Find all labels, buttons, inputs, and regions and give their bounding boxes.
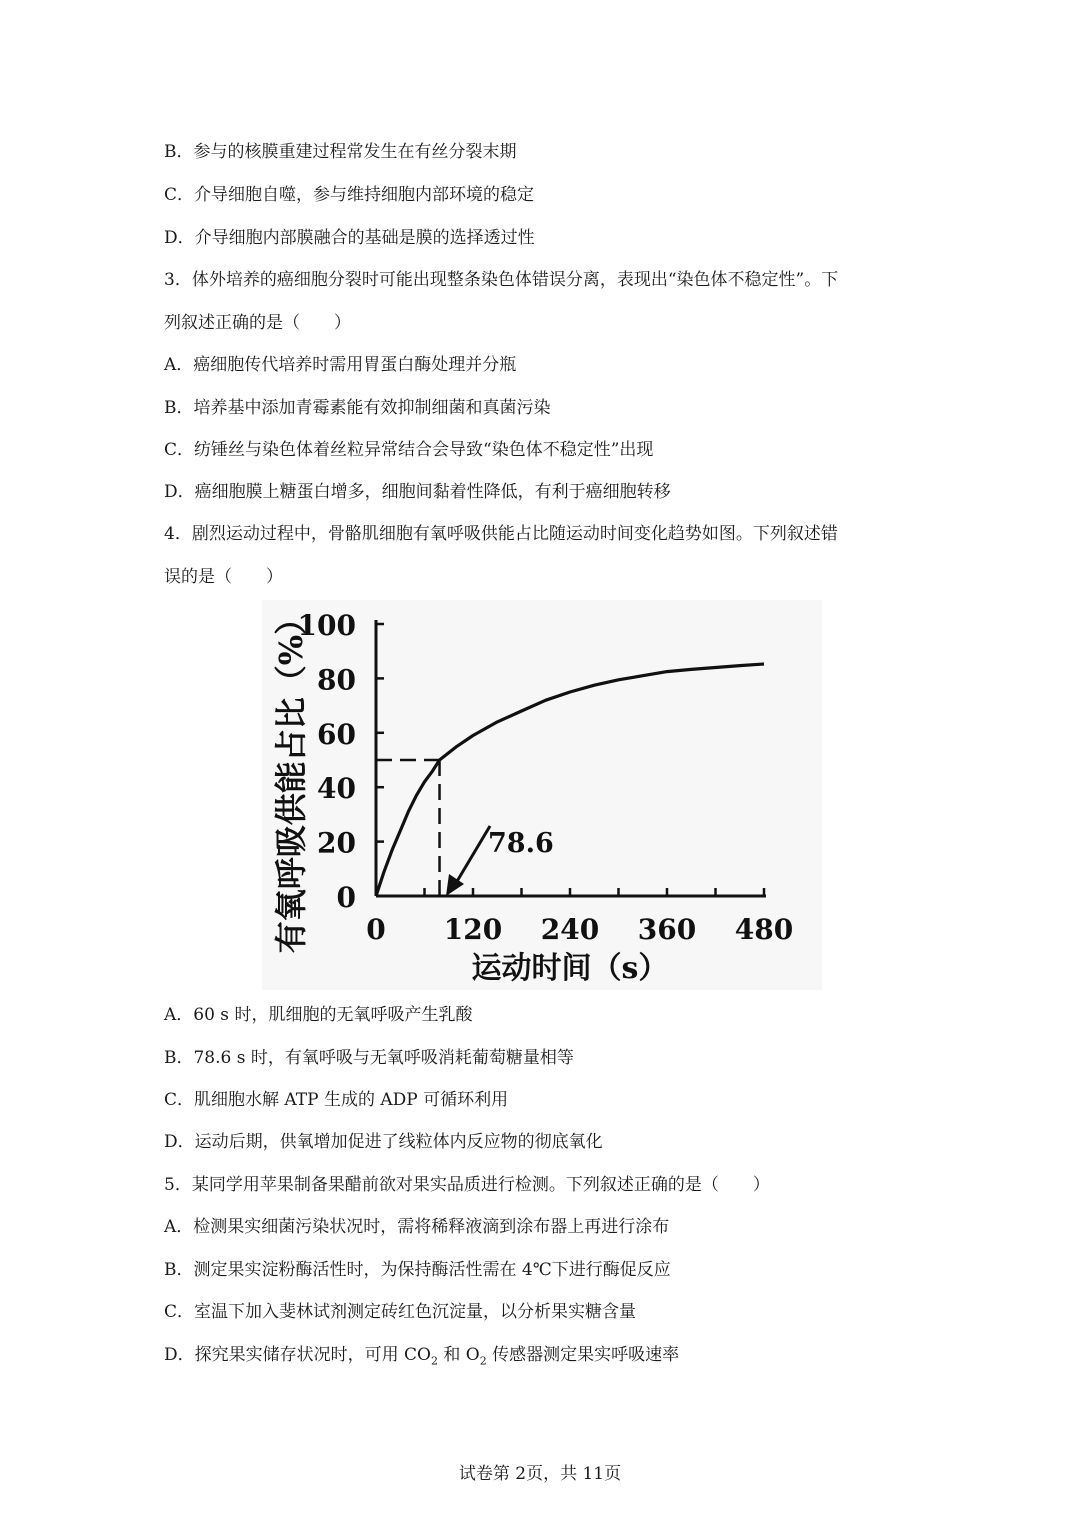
x-tick-label: 360 bbox=[637, 913, 697, 946]
text-line: C．肌细胞水解 ATP 生成的 ADP 可循环利用 bbox=[164, 1090, 509, 1110]
y-tick-label: 20 bbox=[317, 826, 356, 860]
y-tick-label: 40 bbox=[317, 772, 356, 806]
text-line: 5．某同学用苹果制备果醋前欲对果实品质进行检测。下列叙述正确的是（ ） bbox=[164, 1175, 770, 1195]
y-axis-label: 有氧呼吸供能占比（%） bbox=[272, 602, 310, 954]
text-line: 误的是（ ） bbox=[164, 567, 283, 587]
x-axis-label: 运动时间（s） bbox=[471, 951, 669, 986]
y-tick-label: 60 bbox=[317, 717, 356, 751]
text-line: 4．剧烈运动过程中，骨骼肌细胞有氧呼吸供能占比随运动时间变化趋势如图。下列叙述错 bbox=[164, 524, 838, 544]
text-line: 3．体外培养的癌细胞分裂时可能出现整条染色体错误分离，表现出“染色体不稳定性”。下 bbox=[164, 270, 839, 290]
text-line: D．癌细胞膜上糖蛋白增多，细胞间黏着性降低，有利于癌细胞转移 bbox=[164, 482, 671, 502]
text-line: A．60 s 时，肌细胞的无氧呼吸产生乳酸 bbox=[164, 1005, 473, 1025]
text-line: B．参与的核膜重建过程常发生在有丝分裂末期 bbox=[164, 142, 517, 162]
option-5c: C．室温下加入斐林试剂测定砖红色沉淀量，以分析果实糖含量 bbox=[164, 1302, 637, 1322]
option-5d-sub2: 2 bbox=[479, 1354, 487, 1368]
page-footer: 试卷第 2页，共 11页 bbox=[458, 1464, 622, 1484]
option-5d-part3: 传感器测定果实呼吸速率 bbox=[486, 1345, 680, 1365]
chart-svg bbox=[262, 600, 822, 990]
data-series-line bbox=[376, 664, 764, 896]
text-line: B．培养基中添加青霉素能有效抑制细菌和真菌污染 bbox=[164, 398, 551, 418]
text-line: C．介导细胞自噬，参与维持细胞内部环境的稳定 bbox=[164, 185, 535, 205]
text-line: 列叙述正确的是（ ） bbox=[164, 313, 351, 333]
y-tick-label: 80 bbox=[317, 663, 356, 697]
text-line: A．检测果实细菌污染状况时，需将稀释液滴到涂布器上再进行涂布 bbox=[164, 1217, 670, 1237]
x-tick-label: 0 bbox=[366, 913, 386, 946]
x-tick-label: 240 bbox=[540, 913, 600, 946]
x-tick-label: 480 bbox=[734, 913, 794, 946]
option-5d-part2: 和 O bbox=[437, 1345, 480, 1365]
text-line: B．测定果实淀粉酶活性时，为保持酶活性需在 4℃下进行酶促反应 bbox=[164, 1260, 671, 1280]
option-5d-part1: D．探究果实储存状况时，可用 CO bbox=[164, 1345, 431, 1365]
text-line: D．介导细胞内部膜融合的基础是膜的选择透过性 bbox=[164, 228, 535, 248]
annotation-arrowhead bbox=[446, 874, 464, 896]
y-tick-label: 100 bbox=[297, 609, 356, 642]
option-5d-sub1: 2 bbox=[430, 1354, 438, 1368]
x-tick-label: 120 bbox=[443, 913, 503, 946]
text-line: D．运动后期，供氧增加促进了线粒体内反应物的彻底氧化 bbox=[164, 1132, 603, 1152]
text-line: A．癌细胞传代培养时需用胃蛋白酶处理并分瓶 bbox=[164, 355, 517, 375]
aerobic-chart bbox=[262, 600, 822, 990]
annotation-arrow bbox=[456, 826, 490, 883]
annotation-label: 78.6 bbox=[488, 828, 554, 859]
text-line: C．纺锤丝与染色体着丝粒异常结合会导致“染色体不稳定性”出现 bbox=[164, 440, 654, 460]
y-tick-label: 0 bbox=[336, 881, 356, 914]
text-line: B．78.6 s 时，有氧呼吸与无氧呼吸消耗葡萄糖量相等 bbox=[164, 1048, 574, 1068]
option-5d bbox=[164, 1343, 924, 1373]
